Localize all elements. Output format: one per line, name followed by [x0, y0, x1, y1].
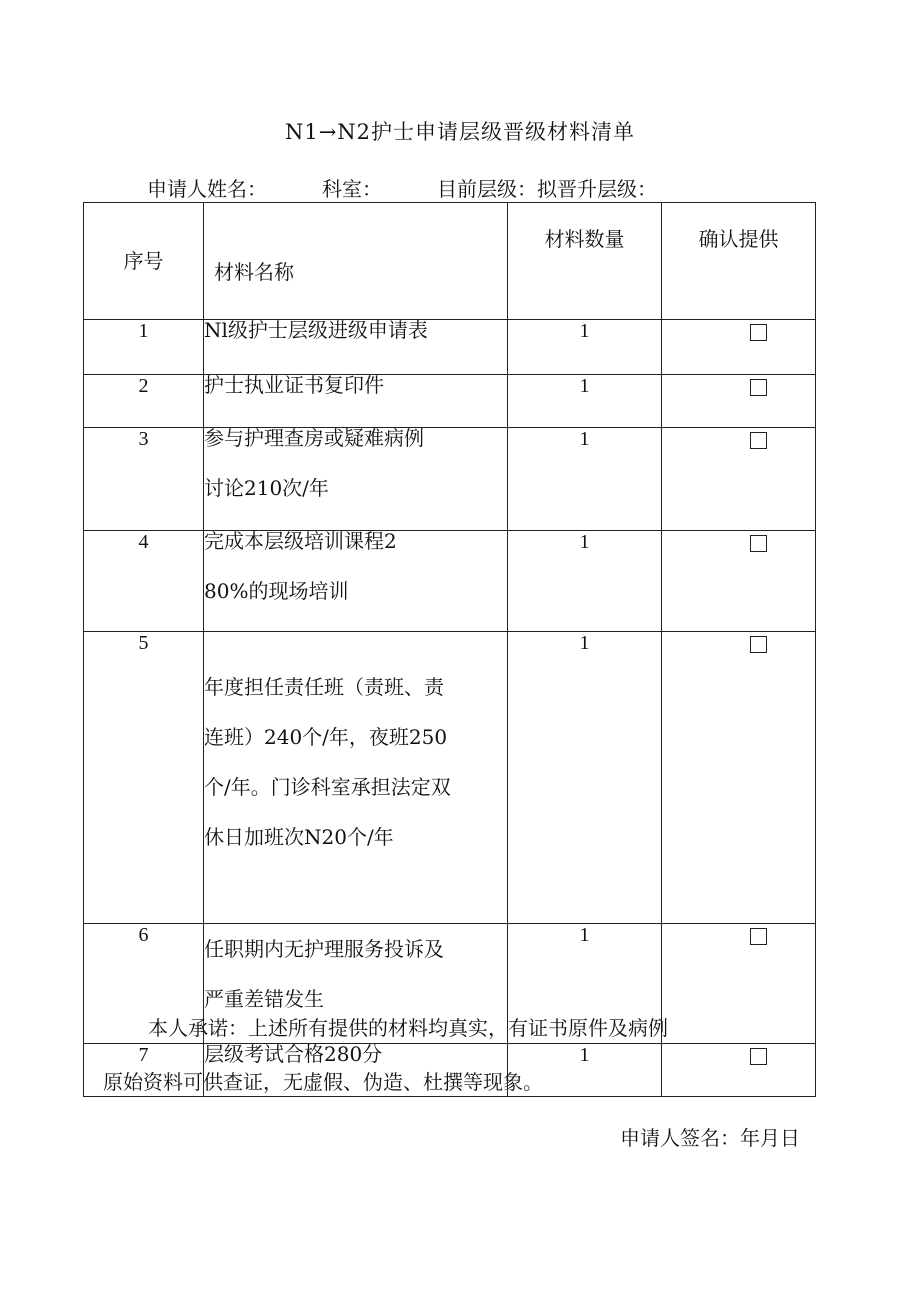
- table-row: [84, 320, 816, 375]
- table-header-row: [84, 203, 816, 320]
- row-confirm: [662, 375, 816, 428]
- material-name-line: 讨论210次/年: [204, 476, 329, 500]
- pledge-statement: [103, 1018, 803, 1092]
- row-seq: 4: [84, 531, 204, 632]
- applicant-name-label: 申请人姓名：: [147, 177, 267, 201]
- row-seq: 3: [84, 428, 204, 531]
- pledge-line-1: 本人承诺：上述所有提供的材料均真实，有证书原件及病例: [148, 1016, 668, 1040]
- material-name-line: 年度担任责任班（责班、责: [204, 675, 444, 699]
- row-quantity: 1: [508, 320, 662, 375]
- table-row: [84, 428, 816, 531]
- confirm-checkbox[interactable]: [750, 535, 767, 552]
- row-confirm: [662, 632, 816, 924]
- row-material-name: [204, 632, 508, 924]
- applicant-info: [147, 173, 657, 202]
- table-row: [84, 632, 816, 924]
- material-name-line: 个/年。门诊科室承担法定双: [204, 775, 451, 799]
- row-quantity: 1: [508, 924, 662, 1044]
- material-name-line: 护士执业证书复印件: [204, 373, 384, 397]
- confirm-checkbox[interactable]: [750, 432, 767, 449]
- signature-line: 申请人签名：年月日: [620, 1126, 800, 1150]
- material-name-line: 连班）240个/年，夜班250: [204, 725, 448, 749]
- header-qty: 材料数量: [508, 203, 662, 320]
- row-seq: 5: [84, 632, 204, 924]
- row-confirm: [662, 320, 816, 375]
- confirm-checkbox[interactable]: [750, 379, 767, 396]
- table-row: [84, 531, 816, 632]
- confirm-checkbox[interactable]: [750, 324, 767, 341]
- document-title: N1→N2护士申请层级晋级材料清单: [284, 120, 636, 144]
- row-quantity: 1: [508, 632, 662, 924]
- target-level-label: 拟晋升层级：: [537, 177, 657, 201]
- materials-table: [83, 202, 816, 1097]
- row-seq: 1: [84, 320, 204, 375]
- row-seq: 6: [84, 924, 204, 1044]
- row-material-name: [204, 375, 508, 428]
- row-confirm: [662, 531, 816, 632]
- header-confirm: 确认提供: [662, 203, 816, 320]
- material-name-line: 休日加班次N20个/年: [204, 825, 394, 849]
- material-name-line: 任职期内无护理服务投诉及: [204, 937, 444, 961]
- department-label: 科室：: [322, 177, 382, 201]
- row-quantity: 1: [508, 375, 662, 428]
- row-material-name: [204, 531, 508, 632]
- confirm-checkbox[interactable]: [750, 928, 767, 945]
- row-material-name: [204, 428, 508, 531]
- material-name-line: 层级考试合格280分: [204, 1042, 383, 1066]
- row-material-name: [204, 320, 508, 375]
- row-confirm: [662, 428, 816, 531]
- row-quantity: 1: [508, 1044, 662, 1097]
- material-name-line: 完成本层级培训课程2: [204, 529, 397, 553]
- material-name-line: 参与护理查房或疑难病例: [204, 426, 424, 450]
- material-name-line: 严重差错发生: [204, 987, 324, 1011]
- row-quantity: 1: [508, 428, 662, 531]
- table-row: [84, 375, 816, 428]
- header-name: 材料名称: [204, 203, 508, 320]
- pledge-line-2: 原始资料可供查证，无虚假、伪造、杜撰等现象。: [103, 1070, 543, 1094]
- material-name-line: 80%的现场培训: [204, 579, 349, 603]
- row-quantity: 1: [508, 531, 662, 632]
- current-level-label: 目前层级：: [437, 177, 537, 201]
- row-seq: 7: [84, 1044, 204, 1097]
- row-seq: 2: [84, 375, 204, 428]
- confirm-checkbox[interactable]: [750, 636, 767, 653]
- header-seq: 序号: [84, 203, 204, 320]
- material-name-line: Nl级护士层级进级申请表: [204, 318, 428, 342]
